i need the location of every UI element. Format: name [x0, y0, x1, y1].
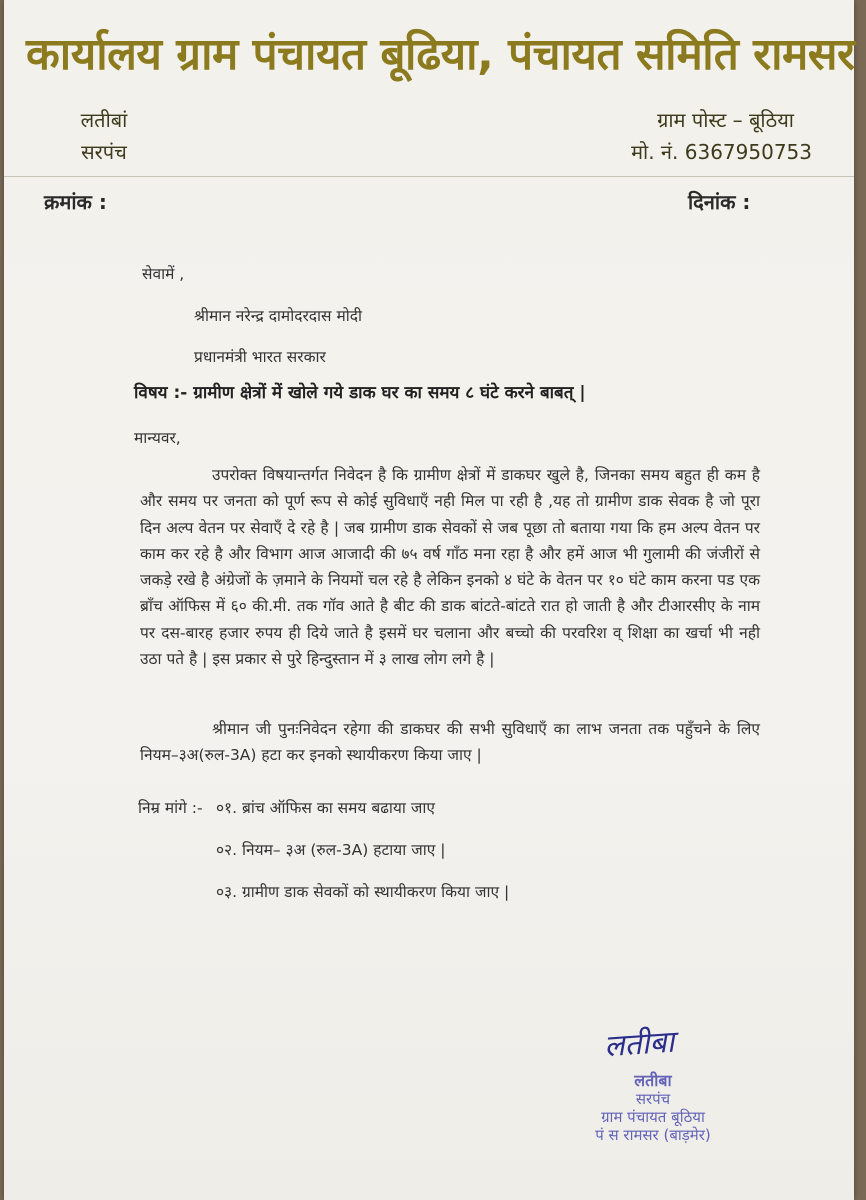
sarpanch-name: लतीबां: [80, 108, 128, 132]
letterhead-title: कार्यालय ग्राम पंचायत बूढिया, पंचायत समिति रामसर: [26, 29, 855, 80]
sarpanch-designation: सरपंच: [81, 140, 127, 164]
date-label: दिनांक :: [688, 190, 751, 214]
body-paragraph-2: [140, 716, 760, 769]
body-paragraph-1: [140, 462, 760, 672]
stamp-panchayat: ग्राम पंचायत बूठिया: [601, 1108, 705, 1126]
recipient-name: श्रीमान नरेन्द्र दामोदरदास मोदी: [194, 307, 362, 325]
demands-label: निम्र मांगे :-: [138, 799, 203, 817]
demand-item: ०३. ग्रामीण डाक सेवकों को स्थायीकरण किया जाए |: [216, 883, 510, 901]
mobile-number: मो. नं. 6367950753: [631, 140, 812, 164]
letter-subject: विषय :- ग्रामीण क्षेत्रों में खोले गये डाक घर का समय ८ घंटे करने बाबत् |: [134, 383, 586, 403]
recipient-designation: प्रधानमंत्री भारत सरकार: [194, 348, 326, 366]
body-paragraph-1-text: उपरोक्त विषयान्तर्गत निवेदन है कि ग्रामीण क्षेत्रों में डाकघर खुले है, जिनका समय बहुत ही कम है और समय पर जनता को पूर्ण रूप से कोई सुविधाएँ नही मिल पा रही है ,यह तो ग्रामीण डाक सेवक है जो पूरा दिन अल्प वेतन पर सेवाएँ दे रहे है | जब ग्रामीण डाक सेवकों से जब पूछा तो बताया गया कि हम अल्प वेतन पर काम कर रहे है और विभाग आज आजादी की ७५ वर्ष गाँठ मना रहा है और हमें आज भी गुलामी की जंजीरों से जकड़े रखे है अंग्रेजों के ज़माने के नियमों चल रहे है लेकिन इनको ४ घंटे के वेतन पर १० घंटे काम करना पड एक ब्रॉंच ऑफिस में ६० की.मी. तक गॉव आते है बीट की डाक बांटते-बांटते रात हो जाती है और टीआरसीए के नाम पर दस-बारह हजार रुपय ही दिये जाते है इसमें घर चलाना और बच्चो की परवरिश व् शिक्षा का खर्चा भी नही उठा पते है | इस प्रकार से पुरे हिन्दुस्तान में ३ लाख लोग लगे है |: [140, 466, 760, 669]
stamp-samiti: पं स रामसर (बाड़मेर): [595, 1126, 711, 1144]
header-divider: [4, 176, 854, 177]
body-paragraph-2-text: श्रीमान जी पुनःनिवेदन रहेगा की डाकघर की सभी सुविधाएँ का लाभ जनता तक पहुँचने के लिए नियम–३अ(रुल-3A) हटा कर इनको स्थायीकरण किया जाए |: [140, 720, 760, 765]
stamp-designation: सरपंच: [635, 1090, 671, 1108]
address-salutation: सेवामें ,: [142, 265, 185, 283]
greeting: मान्यवर,: [134, 429, 181, 447]
official-stamp: [548, 1072, 758, 1144]
serial-number-label: क्रमांक :: [44, 190, 107, 214]
demand-item: ०१. ब्रांच ऑफिस का समय बढाया जाए: [216, 799, 435, 817]
handwritten-signature: लतीबा: [603, 1024, 676, 1065]
letter-page: [4, 0, 854, 1200]
stamp-name: लतीबा: [634, 1071, 672, 1090]
demand-item: ०२. नियम– ३अ (रुल-3A) हटाया जाए |: [216, 841, 446, 859]
post-address: ग्राम पोस्ट – बूठिया: [657, 108, 794, 132]
